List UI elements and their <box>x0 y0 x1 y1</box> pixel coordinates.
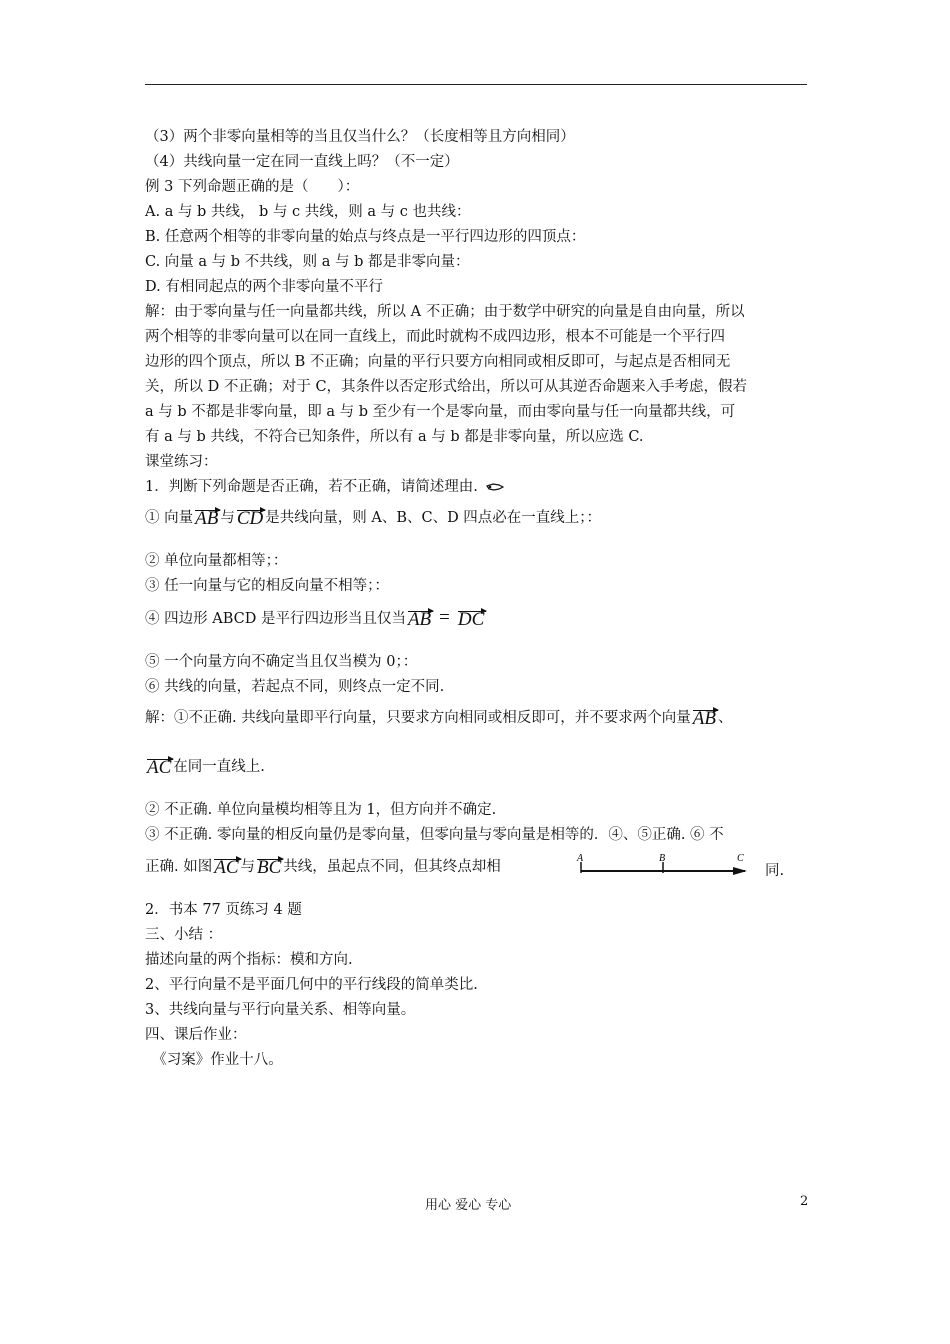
proposition-2: ② 单位向量都相等；： <box>145 553 288 569</box>
option-b: B. 任意两个相等的非零向量的始点与终点是一平行四边形的四顶点： <box>145 229 586 245</box>
vector-cd: CD <box>236 508 264 529</box>
solution-line: 有 a 与 b 共线，不符合已知条件，所以有 a 与 b 都是非零向量，所以应选 C. <box>145 429 644 445</box>
solution-line: 两个相等的非零向量可以在同一直线上，而此时就构不成四边形，根本不可能是一个平行四 <box>145 329 725 345</box>
footer-text: 用心 爱心 专心 <box>425 1198 512 1213</box>
section-exercise: 课堂练习： <box>145 454 218 470</box>
solution-line: 解：由于零向量与任一向量都共线，所以 A 不正确；由于数学中研究的向量是自由向量，所以 <box>145 304 745 320</box>
answer-3-cont <box>145 858 501 877</box>
vector-ab: AB <box>407 609 432 630</box>
text: ① 向量 <box>145 510 194 526</box>
exercise-1-title <box>145 478 504 498</box>
solution-line: a 与 b 不都是非零向量，即 a 与 b 至少有一个是零向量，而由零向量与任一向量都共线，可 <box>145 404 736 420</box>
page-number: 2 <box>800 1194 809 1209</box>
text: 正确. 如图 <box>145 859 213 875</box>
figure-arrowhead <box>733 867 747 875</box>
text: 、 <box>717 710 733 726</box>
proposition-3: ③ 任一向量与它的相反向量不相等；： <box>145 578 389 594</box>
section-summary: 三、小结 ： <box>145 927 223 943</box>
homework-item: 《习案》作业十八。 <box>145 1052 283 1068</box>
exercise-2: 2．书本 77 页练习 4 题 <box>145 902 302 918</box>
question-3: （3）两个非零向量相等的当且仅当什么？（长度相等且方向相同） <box>145 129 575 145</box>
proposition-1 <box>145 509 601 528</box>
text: 在同一直线上. <box>173 759 265 775</box>
answer-1 <box>145 709 732 728</box>
answer-3: ③ 不正确. 零向量的相反向量仍是零向量，但零向量与零向量是相等的．④、⑤正确. ⑥ 不 <box>145 827 724 843</box>
vector-ab: AB <box>195 508 219 529</box>
text: 与 <box>240 859 255 875</box>
summary-1: 描述向量的两个指标：模和方向. <box>145 952 353 968</box>
proposition-6: ⑥ 共线的向量，若起点不同，则终点一定不同. <box>145 679 445 695</box>
text: ④ 四边形 ABCD 是平行四边形当且仅当 <box>145 611 406 627</box>
vector-ac: AC <box>147 757 172 778</box>
solution-line: 关，所以 D 不正确；对于 C，其条件以否定形式给出，所以可从其逆否命题来入手考虑，假若 <box>145 379 748 395</box>
text: 共线，虽起点不同，但其终点却相 <box>283 859 501 875</box>
summary-2: 2、平行向量不是平面几何中的平行线段的简单类比. <box>145 977 478 993</box>
text: 是共线向量，则 A、B、C、D 四点必在一直线上；： <box>265 510 602 526</box>
question-4: （4）共线向量一定在同一直线上吗？（不一定） <box>145 154 459 170</box>
equals-sign: = <box>439 607 450 628</box>
pointing-hand-icon <box>486 480 504 498</box>
answer-2: ② 不正确. 单位向量模均相等且为 1，但方向并不确定. <box>145 802 497 818</box>
figure-label-c: C <box>737 853 744 864</box>
option-c: C. 向量 a 与 b 不共线，则 a 与 b 都是非零向量： <box>145 254 470 270</box>
vector-dc: DC <box>457 609 485 630</box>
text: 解：①不正确. 共线向量即平行向量，只要求方向相同或相反即可，并不要求两个向量 <box>145 710 691 726</box>
example-3-title: 例 3 下列命题正确的是（ ）： <box>145 179 360 195</box>
solution-line: 边形的四个顶点，所以 B 不正确；向量的平行只要方向相同或相反即可，与起点是否相同无 <box>145 354 731 370</box>
vector-bc: BC <box>257 857 282 878</box>
proposition-4 <box>145 609 486 629</box>
figure-label-b: B <box>659 853 666 864</box>
option-a: A. a 与 b 共线， b 与 c 共线，则 a 与 c 也共线： <box>145 204 471 220</box>
vector-ab: AB <box>692 708 716 729</box>
vector-ac: AC <box>214 857 239 878</box>
collinear-vectors-figure <box>575 850 755 880</box>
header-rule <box>145 84 807 85</box>
option-d: D. 有相同起点的两个非零向量不平行 <box>145 279 383 295</box>
exercise-1-text: 1．判断下列命题是否正确，若不正确，请简述理由. <box>145 479 478 495</box>
answer-3-end: 同. <box>765 863 785 879</box>
figure-label-a: A <box>577 853 584 864</box>
summary-3: 3、共线向量与平行向量关系、相等向量。 <box>145 1002 416 1018</box>
section-homework: 四、课后作业： <box>145 1027 247 1043</box>
text: 与 <box>220 510 235 526</box>
answer-1-cont <box>145 758 265 777</box>
proposition-5: ⑤ 一个向量方向不确定当且仅当模为 0；： <box>145 654 418 670</box>
